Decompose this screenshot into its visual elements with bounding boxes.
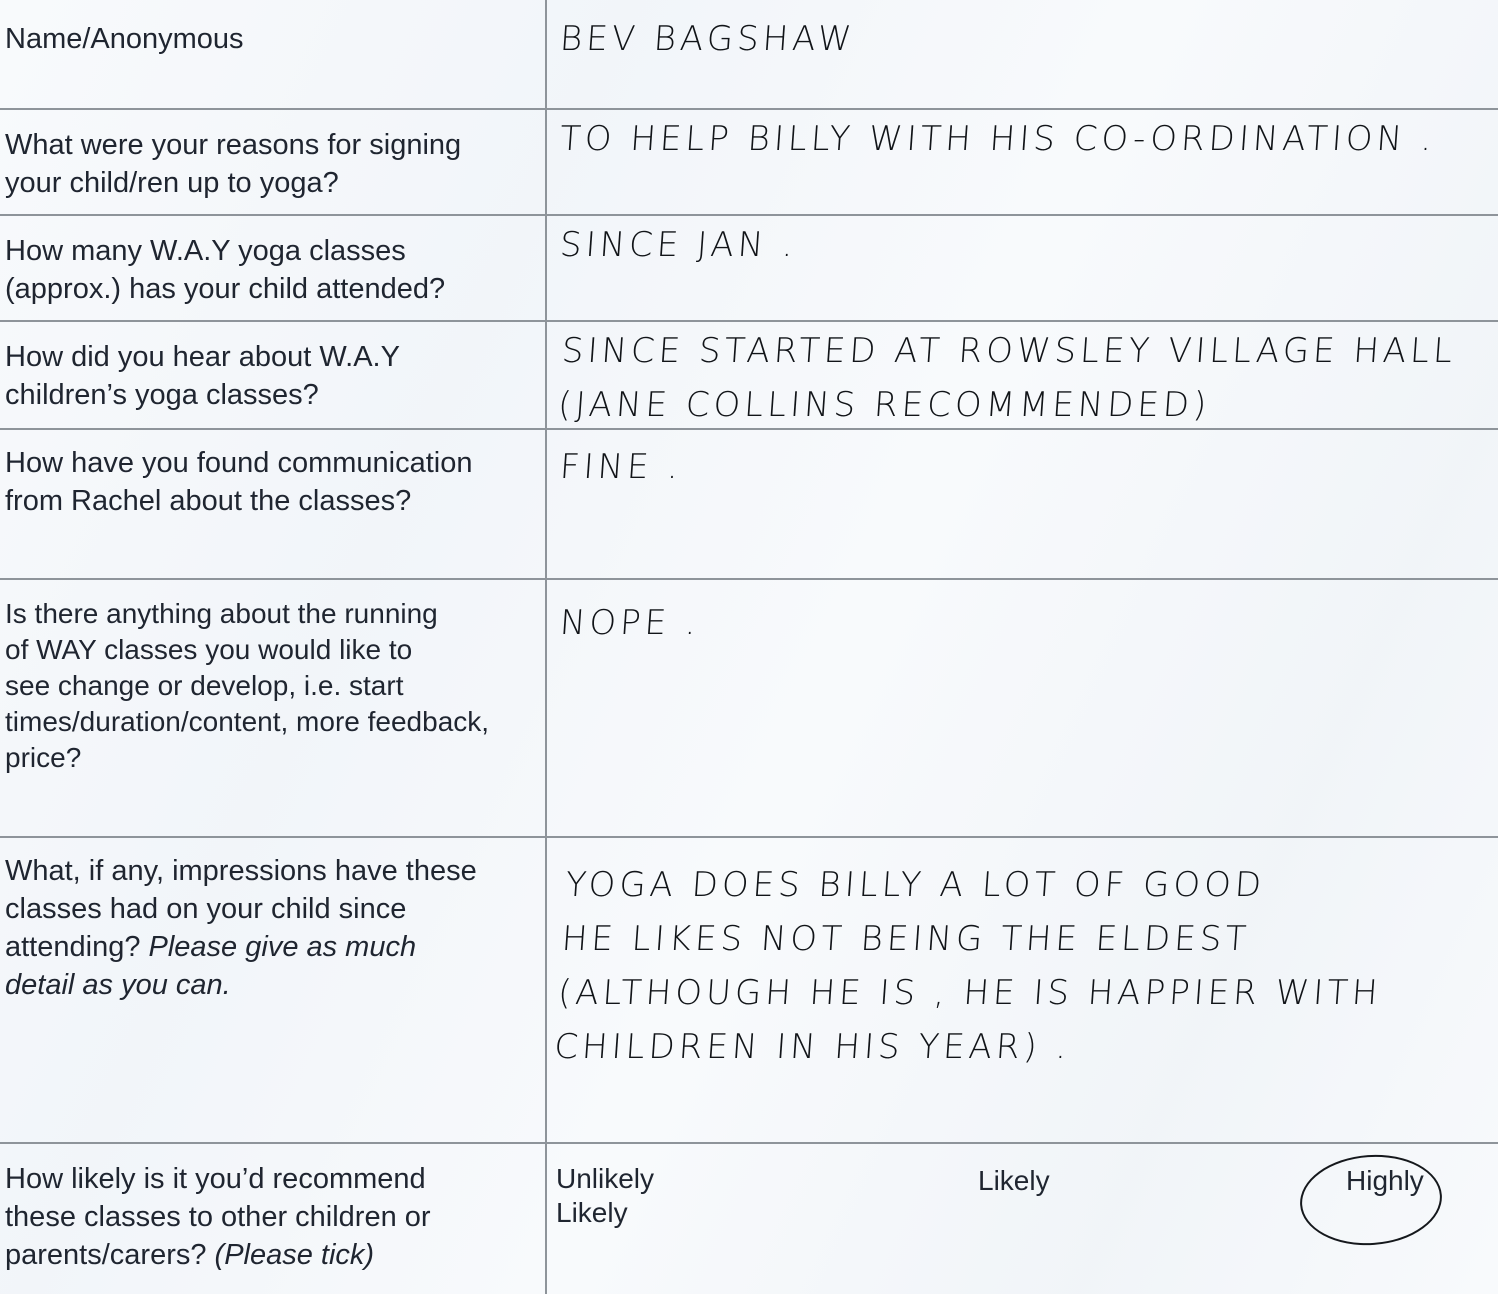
- question-recommend-text: How likely is it you’d recommend these classes to other children or parents/carers?: [5, 1163, 431, 1271]
- row-divider: [0, 1142, 1498, 1144]
- row-divider: [0, 320, 1498, 322]
- answer-impressions: YOGA DOES BILLY A LOT OF GOOD HE LIKES NOT BEING THE ELDEST (ALTHOUGH HE IS , HE IS HAPPIER WITH CHILDREN IN HIS YEAR) .: [552, 865, 1383, 1067]
- answer-name: BEV BAGSHAW: [558, 19, 857, 59]
- question-impressions-italic: Please give as much detail as you can.: [5, 931, 417, 1001]
- option-unlikely[interactable]: Unlikely Likely: [556, 1163, 655, 1228]
- row-divider: [0, 836, 1498, 838]
- option-likely[interactable]: Likely: [978, 1165, 1050, 1196]
- question-reasons: What were your reasons for signing your child/ren up to yoga?: [5, 129, 462, 199]
- question-communication: How have you found communication from Rachel about the classes?: [5, 447, 473, 517]
- question-changes: Is there anything about the running of WAY classes you would like to see change or develop, i.e. start times/duration/content, more feedback, price?: [5, 598, 490, 773]
- answer-heard-about: SINCE STARTED AT ROWSLEY VILLAGE HALL (JANE COLLINS RECOMMENDED): [556, 331, 1458, 425]
- question-recommend: [5, 1160, 535, 1274]
- row-divider: [0, 108, 1498, 110]
- option-highly[interactable]: Highly: [1346, 1165, 1424, 1196]
- row-divider: [0, 578, 1498, 580]
- question-classes-attended: How many W.A.Y yoga classes (approx.) has your child attended?: [5, 235, 446, 305]
- column-divider: [545, 0, 547, 1294]
- answer-classes-attended: SINCE JAN .: [558, 225, 799, 265]
- question-heard-about: How did you hear about W.A.Y children’s yoga classes?: [5, 341, 400, 411]
- question-recommend-italic: (Please tick): [214, 1239, 375, 1271]
- row-divider: [0, 214, 1498, 216]
- question-impressions: [5, 852, 535, 1004]
- question-impressions-text: What, if any, impressions have these classes had on your child since attending?: [5, 855, 477, 963]
- answer-changes: NOPE .: [558, 603, 702, 643]
- answer-communication: FINE .: [558, 447, 684, 487]
- answer-reasons: TO HELP BILLY WITH HIS CO-ORDINATION .: [558, 119, 1437, 159]
- question-name: Name/Anonymous: [5, 23, 244, 55]
